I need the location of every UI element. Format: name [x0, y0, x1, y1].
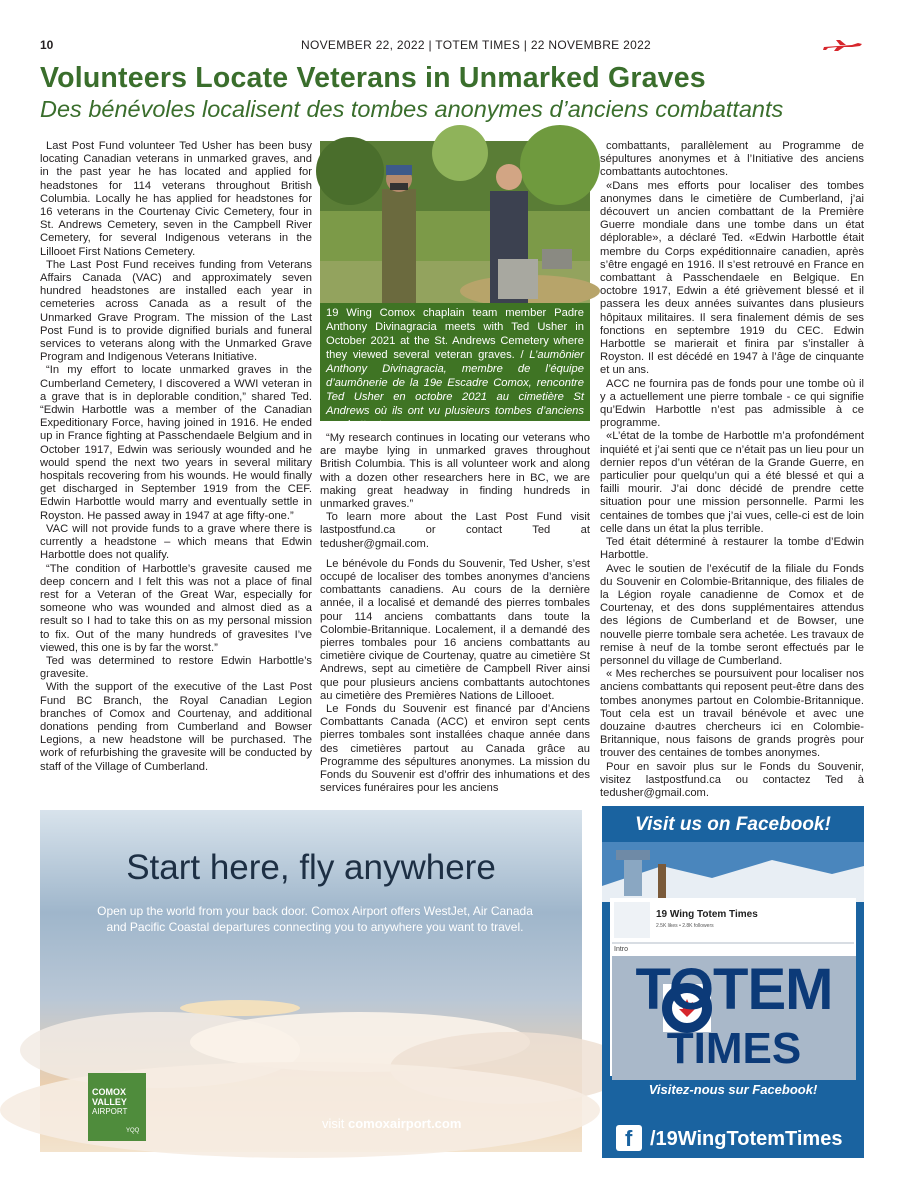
paragraph: « Mes recherches se poursuivent pour localiser nos anciens combattants qui reposent peut-être dans des tombes anonymes partout en Colombie-Britannique. Tout cela est un travail bénévole et avec une douzaine d›autres chercheurs ici en Colombie-Britannique, nous faisons de grands progrès pour trouver des centaines de tombes anonymes.	[600, 668, 864, 760]
paragraph: “My research continues in locating our veterans who are maybe lying in unmarked graves throughout British Columbia. This is all volunteer work and along with a dozen other researchers here in BC, we are making great headway in finding hundreds in unmarked graves.”	[320, 432, 590, 511]
paragraph: «L’état de la tombe de Harbottle m’a profondément inquiété et j’ai senti que ce n’était pas un lieu pour un dernier repos d’un vétéran de la Grande Guerre, en particulier pour quelqu’un qui a été blessé et qui a failli mourir. J’ai donc décidé de prendre cette situation pour une mission personnelle. Parmi les centaines de tombes que j’ai vues, celle-ci est de loin celle dans un état la plus terrible.	[600, 430, 864, 535]
visitez-facebook-heading: Visitez-nous sur Facebook!	[648, 1082, 818, 1097]
paragraph: The Last Post Fund receives funding from Veterans Affairs Canada (VAC) and approximately seven hundred headstones are installed each year in cemeteries across Canada as a result of the Unmarked Grave Program. The mission of the Last Post Fund is to provide dignified burials and funeral services to veterans along with the Unmarked Grave Program and Indigenous Veterans Initiative.	[40, 258, 312, 364]
comox-airport-logo	[88, 1073, 146, 1141]
paragraph: With the support of the executive of the Last Post Fund BC Branch, the Royal Canadian Legion branches of Comox and Courtenay, and additional donations pending from Cumberland and Bowser Legions, a new headstone will be purchased. The work of refurbishing the gravesite will be conducted by staff of the Village of Cumberland.	[40, 681, 312, 773]
facebook-f-glyph: f	[625, 1126, 633, 1151]
headline-french: Des bénévoles localisent des tombes anonymes d’anciens combattants	[40, 96, 784, 122]
page-header	[40, 38, 864, 54]
logo-name: COMOX VALLEY	[92, 1087, 127, 1107]
paragraph: Ted was determined to restore Edwin Harbottle’s gravesite.	[40, 654, 312, 681]
language-divider	[320, 551, 590, 558]
photo-caption	[320, 303, 590, 431]
facebook-page-name: 19 Wing Totem Times	[656, 909, 758, 920]
article-column-1	[40, 140, 312, 774]
ad-headline: Start here, fly anywhere	[126, 848, 496, 887]
visit-website-link[interactable]	[322, 1116, 461, 1131]
paragraph: Ted était déterminé à restaurer la tombe d’Edwin Harbottle.	[600, 536, 864, 562]
cemetery-photo	[320, 141, 590, 431]
article-column-2	[320, 432, 590, 795]
photo-image	[320, 141, 590, 303]
paragraph: To learn more about the Last Post Fund visit lastpostfund.ca or contact Ted at tedusher@gmail.com.	[320, 511, 590, 550]
ad-body-text: Open up the world from your back door. Comox Airport offers WestJet, Air Canada and Pacific Coastal departures connecting you to anywhere you want to travel.	[97, 904, 533, 934]
paragraph: Le bénévole du Fonds du Souvenir, Ted Usher, s’est occupé de localiser des tombes anonymes d’anciens combattants canadiens. Au cours de la dernière année, il a localisé et demandé des pierres tombales pour 114 anciens combattants dans toute la Colombie-Britannique. Localement, il a demandé des pierres tombales pour 16 anciens combattants au cimetière civique de Courtenay, quatre au cimetière St Andrews, sept au cimetière de Campbell River ainsi que pour plusieurs anciens combattants autochtones au cimetière des Premières Nations de Lillooet.	[320, 557, 590, 702]
cta-prefix: visit	[322, 1116, 348, 1131]
paragraph: Le Fonds du Souvenir est financé par d’Anciens Combattants Canada (ACC) et environ sept cents pierres tombales sont installées chaque année dans des cimetières partout au Canada grâce au Programme des sépultures anonymes. La mission du Fonds du Souvenir est d’offrir des inhumations et des services funéraires pour les anciens	[320, 703, 590, 795]
facebook-intro-label: Intro	[614, 946, 629, 953]
paragraph: Pour en savoir plus sur le Fonds du Souvenir, visitez lastpostfund.ca ou contactez Ted à tedusher@gmail.com.	[600, 760, 864, 799]
totem-wordmark: TOTEM	[635, 957, 833, 1022]
totem-times-facebook-ad[interactable]	[602, 806, 864, 1158]
paragraph: ACC ne fournira pas de fonds pour une tombe où il y a actuellement une pierre tombale - ce qui signifie qu’Edwin Harbottle n’est pas admissible à ce programme.	[600, 377, 864, 430]
paragraph: VAC will not provide funds to a grave where there is currently a headstone – which means that Edwin Harbottle does not qualify.	[40, 522, 312, 562]
caption-english: 19 Wing Comox chaplain team member Padre Anthony Divinagracia meets with Ted Usher in October 2021 at the St. Andrews Cemetery where they viewed several veteran graves. /	[326, 307, 584, 361]
paragraph: Avec le soutien de l’exécutif de la filiale du Fonds du Souvenir en Colombie-Britannique, des filiales de la Légion royale canadienne de Comox et de Courtenay, et des dons supplémentaires attendus des légions de Cumberland et de Bowser, une nouvelle pierre tombale sera achetée. Les travaux de remise à neuf de la tombe seront effectués par le personnel du village de Cumberland.	[600, 562, 864, 667]
facebook-page-stats: 2.5K likes • 2.8K followers	[656, 923, 714, 929]
paragraph: combattants, parallèlement au Programme de sépultures anonymes et à l’Initiative des anciens combattants autochtones.	[600, 140, 864, 179]
paragraph: Last Post Fund volunteer Ted Usher has been busy locating Canadian veterans in unmarked graves, and in the past year he has located and applied for headstones for 114 veterans throughout British Columbia. Locally he has applied for headstones for 16 veterans in the Courtenay Civic Cemetery, four in St. Andrews Cemetery, seven in the Campbell River Cemetery, for several Indigenous veterans in the Lillooet First Nations Cemetery.	[40, 140, 312, 258]
page-number: 10	[40, 38, 54, 52]
facebook-icon[interactable]	[616, 1125, 642, 1151]
article-column-3	[600, 140, 864, 800]
comox-airport-ad[interactable]	[40, 810, 582, 1152]
paragraph: «Dans mes efforts pour localiser des tombes anonymes dans le cimetière de Cumberland, j’ai découvert un ancien combattant de la Première Guerre mondiale dans une tombe dans un état déplorable», a déclaré Ted. «Edwin Harbottle était membre du Corps expéditionnaire canadien, après s’être engagé en 1916. Il s’est retrouvé en France en combattant à Passchendaele en Belgique. En octobre 1917, Edwin a été grièvement blessé et il passera les deux années suivantes dans plusieurs hôpitaux militaires. Il sera finalement démis de ses fonctions en septembre 1919 du CEC. Edwin Harbottle se marierait et finira par s’installer à Royston. Il est décédé en 1947 à l’âge de cinquante et un ans.	[600, 179, 864, 377]
dateline: NOVEMBER 22, 2022 | TOTEM TIMES | 22 NOVEMBRE 2022	[300, 38, 652, 52]
logo-airport: AIRPORT	[92, 1107, 128, 1116]
cta-url: comoxairport.com	[348, 1116, 462, 1131]
paragraph: “The condition of Harbottle’s gravesite caused me deep concern and I felt this was not a place of final rest for a Veteran of the Great War, especially for someone who was wounded and almost died as a result so I had to take this on as my personal mission to fix. Out of the many hundreds of gravesites I’ve viewed, this one is by far the worst.”	[40, 562, 312, 654]
visit-facebook-heading: Visit us on Facebook!	[635, 814, 831, 835]
red-aircraft-icon	[822, 37, 864, 53]
logo-code: YQQ	[126, 1128, 140, 1134]
paragraph: “In my effort to locate unmarked graves in the Cumberland Cemetery, I discovered a WWI veteran in a grave that is in deplorable condition,” shared Ted. “Edwin Harbottle was a member of the Canadian Expeditionary Force, having joined in 1916. He ended up in France fighting at Passchendaele Belgium and in October 1917, Edwin was seriously wounded and he would spend the next two years in several military hospitals recovering from his wounds. He would finally get discharged in September 1919 from the CEF. Edwin Harbottle would marry and eventually settle in Royston. He passed away in 1947 at age fifty-one.”	[40, 364, 312, 522]
facebook-handle-link[interactable]: /19WingTotemTimes	[650, 1128, 843, 1150]
headline-english: Volunteers Locate Veterans in Unmarked Graves	[40, 62, 706, 94]
caption-french: L’aumônier Anthony Divinagracia, membre de l’équipe d’aumônerie de la 19e Escadre Comox, rencontre Ted Usher en octobre 2021 au cimetière St Andrews où ils ont vu plusieurs tombes d’anciens combattants.	[326, 349, 584, 431]
times-wordmark: TIMES	[666, 1024, 802, 1073]
